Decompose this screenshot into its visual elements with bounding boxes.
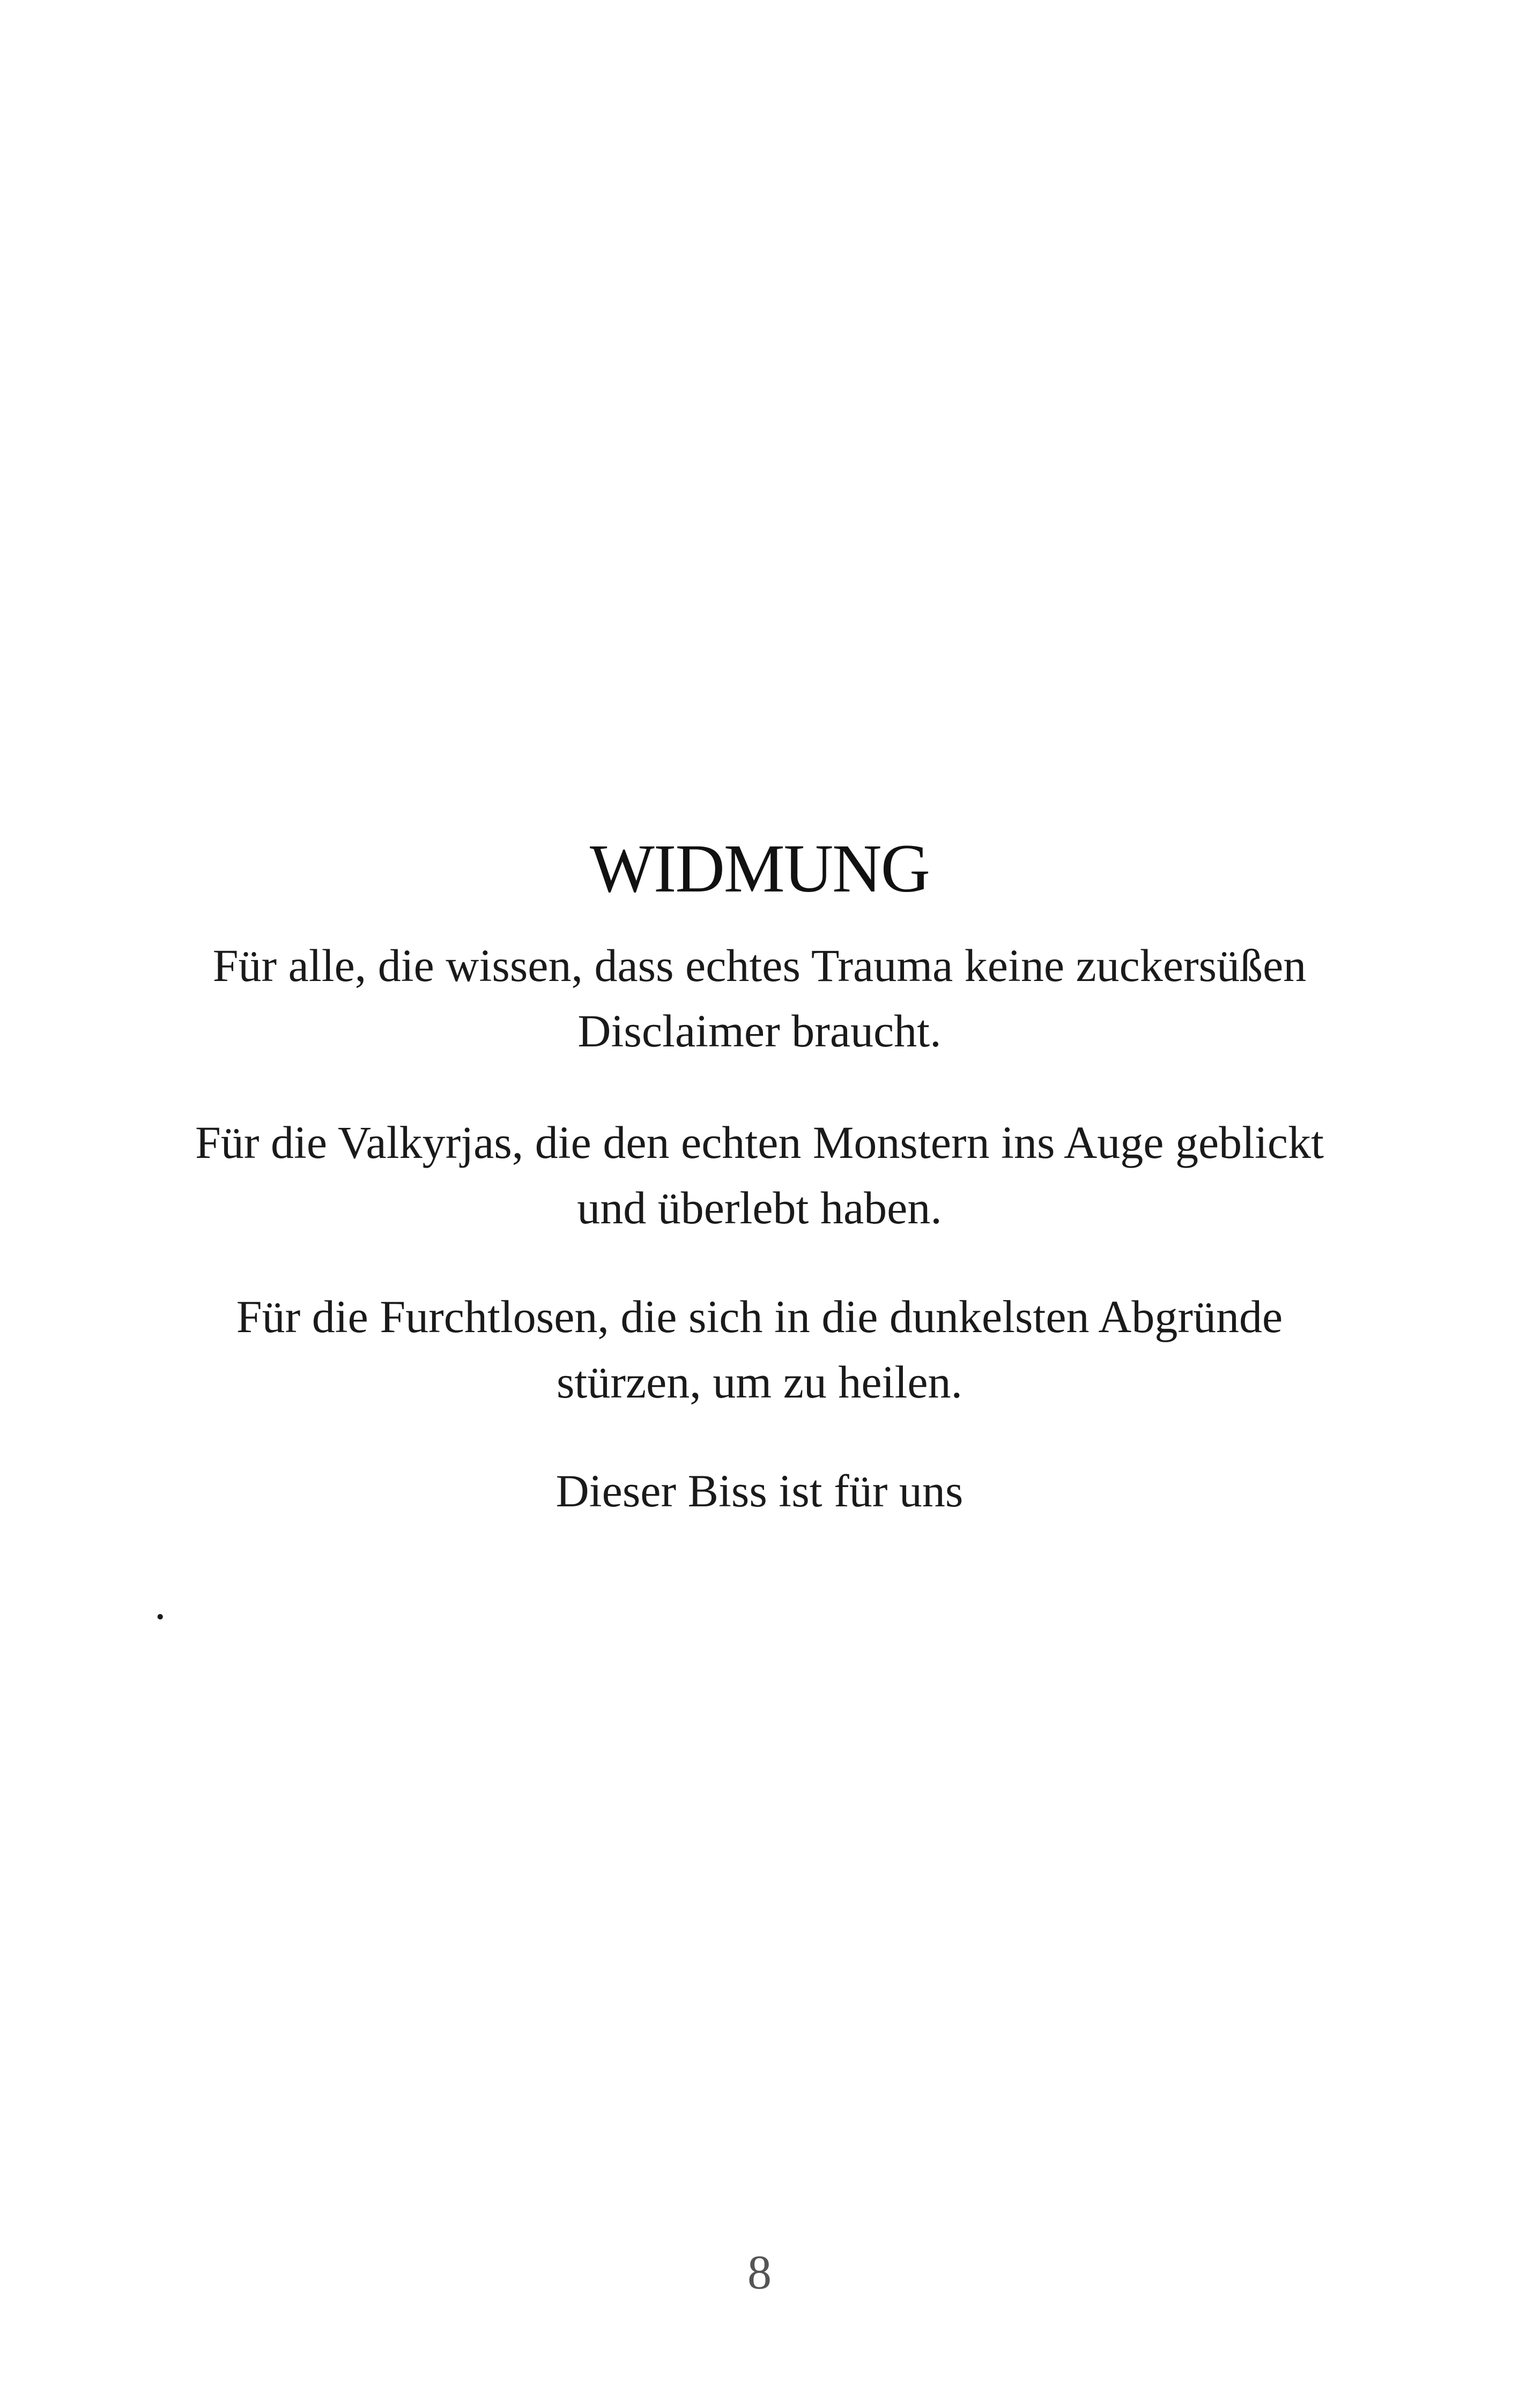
- paragraph-line: und überlebt haben.: [577, 1182, 942, 1233]
- dedication-paragraph-2: [0, 1110, 1519, 1240]
- paragraph-line: Für die Furchtlosen, die sich in die dunkelsten Abgründe: [236, 1291, 1283, 1342]
- paragraph-line: Disclaimer braucht.: [577, 1005, 942, 1057]
- page-number: 8: [747, 2246, 772, 2299]
- dedication-paragraph-4: [0, 1458, 1519, 1523]
- dedication-paragraph-3: [0, 1284, 1519, 1415]
- paragraph-line: Dieser Biss ist für uns: [555, 1465, 964, 1517]
- paragraph-line: Für alle, die wissen, dass echtes Trauma keine zuckersüßen: [212, 940, 1307, 991]
- dedication-paragraph-1: [0, 933, 1519, 1064]
- paragraph-line: Für die Valkyrjas, die den echten Monstern ins Auge geblickt: [195, 1117, 1324, 1168]
- paragraph-line: stürzen, um zu heilen.: [556, 1356, 963, 1408]
- dedication-heading: WIDMUNG: [590, 830, 929, 906]
- stray-period-mark: .: [154, 1578, 166, 1629]
